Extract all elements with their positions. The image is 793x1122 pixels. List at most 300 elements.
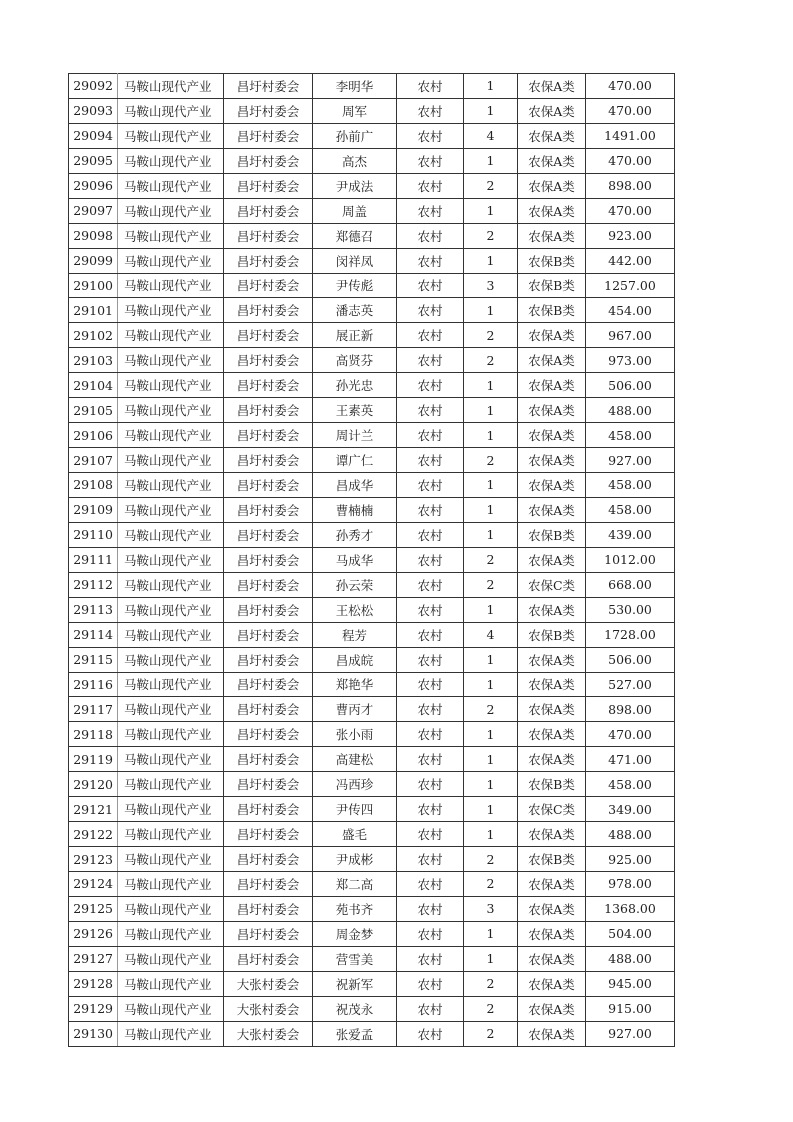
amount-cell: 1257.00 bbox=[586, 273, 675, 298]
row-id-cell: 29128 bbox=[69, 971, 118, 996]
table-row bbox=[69, 98, 675, 123]
village-committee-cell: 昌圩村委会 bbox=[224, 398, 313, 423]
person-name-cell: 曹楠楠 bbox=[313, 497, 397, 522]
member-count-cell: 2 bbox=[464, 173, 518, 198]
row-id-cell: 29104 bbox=[69, 373, 118, 398]
member-count-cell: 2 bbox=[464, 547, 518, 572]
amount-cell: 978.00 bbox=[586, 872, 675, 897]
amount-cell: 470.00 bbox=[586, 198, 675, 223]
row-id-cell: 29100 bbox=[69, 273, 118, 298]
household-type-cell: 农村 bbox=[397, 896, 464, 921]
person-name-cell: 李明华 bbox=[313, 74, 397, 99]
village-committee-cell: 昌圩村委会 bbox=[224, 198, 313, 223]
person-name-cell: 张小雨 bbox=[313, 722, 397, 747]
organization-cell: 马鞍山现代产业 bbox=[118, 772, 224, 797]
amount-cell: 506.00 bbox=[586, 647, 675, 672]
person-name-cell: 张爱孟 bbox=[313, 1021, 397, 1046]
household-type-cell: 农村 bbox=[397, 722, 464, 747]
amount-cell: 470.00 bbox=[586, 74, 675, 99]
insurance-category-cell: 农保A类 bbox=[518, 348, 586, 373]
village-committee-cell: 昌圩村委会 bbox=[224, 622, 313, 647]
row-id-cell: 29106 bbox=[69, 423, 118, 448]
person-name-cell: 尹传四 bbox=[313, 797, 397, 822]
household-type-cell: 农村 bbox=[397, 348, 464, 373]
organization-cell: 马鞍山现代产业 bbox=[118, 697, 224, 722]
member-count-cell: 3 bbox=[464, 896, 518, 921]
table-row bbox=[69, 423, 675, 448]
household-type-cell: 农村 bbox=[397, 672, 464, 697]
organization-cell: 马鞍山现代产业 bbox=[118, 448, 224, 473]
organization-cell: 马鞍山现代产业 bbox=[118, 323, 224, 348]
organization-cell: 马鞍山现代产业 bbox=[118, 248, 224, 273]
member-count-cell: 2 bbox=[464, 971, 518, 996]
amount-cell: 470.00 bbox=[586, 148, 675, 173]
person-name-cell: 尹成法 bbox=[313, 173, 397, 198]
village-committee-cell: 昌圩村委会 bbox=[224, 273, 313, 298]
table-row bbox=[69, 198, 675, 223]
person-name-cell: 盛毛 bbox=[313, 822, 397, 847]
insurance-category-cell: 农保A类 bbox=[518, 647, 586, 672]
organization-cell: 马鞍山现代产业 bbox=[118, 747, 224, 772]
organization-cell: 马鞍山现代产业 bbox=[118, 423, 224, 448]
table-row bbox=[69, 323, 675, 348]
member-count-cell: 2 bbox=[464, 872, 518, 897]
person-name-cell: 苑书齐 bbox=[313, 896, 397, 921]
table-row bbox=[69, 348, 675, 373]
table-row bbox=[69, 722, 675, 747]
person-name-cell: 周计兰 bbox=[313, 423, 397, 448]
row-id-cell: 29101 bbox=[69, 298, 118, 323]
member-count-cell: 1 bbox=[464, 722, 518, 747]
household-type-cell: 农村 bbox=[397, 473, 464, 498]
insurance-category-cell: 农保B类 bbox=[518, 772, 586, 797]
household-type-cell: 农村 bbox=[397, 797, 464, 822]
village-committee-cell: 昌圩村委会 bbox=[224, 98, 313, 123]
member-count-cell: 1 bbox=[464, 198, 518, 223]
insurance-category-cell: 农保A类 bbox=[518, 1021, 586, 1046]
person-name-cell: 高建松 bbox=[313, 747, 397, 772]
amount-cell: 442.00 bbox=[586, 248, 675, 273]
household-type-cell: 农村 bbox=[397, 373, 464, 398]
member-count-cell: 1 bbox=[464, 647, 518, 672]
member-count-cell: 1 bbox=[464, 946, 518, 971]
member-count-cell: 2 bbox=[464, 847, 518, 872]
amount-cell: 488.00 bbox=[586, 946, 675, 971]
amount-cell: 504.00 bbox=[586, 921, 675, 946]
amount-cell: 1728.00 bbox=[586, 622, 675, 647]
insurance-category-cell: 农保B类 bbox=[518, 298, 586, 323]
person-name-cell: 昌成皖 bbox=[313, 647, 397, 672]
row-id-cell: 29095 bbox=[69, 148, 118, 173]
member-count-cell: 2 bbox=[464, 323, 518, 348]
village-committee-cell: 昌圩村委会 bbox=[224, 896, 313, 921]
amount-cell: 349.00 bbox=[586, 797, 675, 822]
table-row bbox=[69, 647, 675, 672]
row-id-cell: 29115 bbox=[69, 647, 118, 672]
household-type-cell: 农村 bbox=[397, 647, 464, 672]
person-name-cell: 孙云荣 bbox=[313, 572, 397, 597]
member-count-cell: 4 bbox=[464, 123, 518, 148]
village-committee-cell: 昌圩村委会 bbox=[224, 223, 313, 248]
row-id-cell: 29122 bbox=[69, 822, 118, 847]
insurance-category-cell: 农保A类 bbox=[518, 946, 586, 971]
row-id-cell: 29111 bbox=[69, 547, 118, 572]
member-count-cell: 1 bbox=[464, 398, 518, 423]
insurance-category-cell: 农保A类 bbox=[518, 473, 586, 498]
table-row bbox=[69, 298, 675, 323]
insurance-category-cell: 农保B类 bbox=[518, 847, 586, 872]
amount-cell: 470.00 bbox=[586, 722, 675, 747]
member-count-cell: 2 bbox=[464, 1021, 518, 1046]
organization-cell: 马鞍山现代产业 bbox=[118, 497, 224, 522]
person-name-cell: 冯西珍 bbox=[313, 772, 397, 797]
household-type-cell: 农村 bbox=[397, 547, 464, 572]
insurance-category-cell: 农保A类 bbox=[518, 74, 586, 99]
amount-cell: 488.00 bbox=[586, 822, 675, 847]
member-count-cell: 2 bbox=[464, 996, 518, 1021]
village-committee-cell: 昌圩村委会 bbox=[224, 672, 313, 697]
household-type-cell: 农村 bbox=[397, 996, 464, 1021]
amount-cell: 458.00 bbox=[586, 473, 675, 498]
village-committee-cell: 昌圩村委会 bbox=[224, 298, 313, 323]
row-id-cell: 29103 bbox=[69, 348, 118, 373]
village-committee-cell: 昌圩村委会 bbox=[224, 473, 313, 498]
village-committee-cell: 昌圩村委会 bbox=[224, 423, 313, 448]
person-name-cell: 孙前广 bbox=[313, 123, 397, 148]
person-name-cell: 祝新军 bbox=[313, 971, 397, 996]
member-count-cell: 1 bbox=[464, 298, 518, 323]
person-name-cell: 马成华 bbox=[313, 547, 397, 572]
organization-cell: 马鞍山现代产业 bbox=[118, 473, 224, 498]
amount-cell: 488.00 bbox=[586, 398, 675, 423]
member-count-cell: 1 bbox=[464, 747, 518, 772]
table-row bbox=[69, 772, 675, 797]
organization-cell: 马鞍山现代产业 bbox=[118, 572, 224, 597]
table-row bbox=[69, 597, 675, 622]
amount-cell: 915.00 bbox=[586, 996, 675, 1021]
row-id-cell: 29096 bbox=[69, 173, 118, 198]
household-type-cell: 农村 bbox=[397, 697, 464, 722]
member-count-cell: 1 bbox=[464, 497, 518, 522]
village-committee-cell: 昌圩村委会 bbox=[224, 547, 313, 572]
row-id-cell: 29120 bbox=[69, 772, 118, 797]
organization-cell: 马鞍山现代产业 bbox=[118, 223, 224, 248]
row-id-cell: 29094 bbox=[69, 123, 118, 148]
person-name-cell: 郑德召 bbox=[313, 223, 397, 248]
organization-cell: 马鞍山现代产业 bbox=[118, 996, 224, 1021]
member-count-cell: 1 bbox=[464, 74, 518, 99]
amount-cell: 530.00 bbox=[586, 597, 675, 622]
organization-cell: 马鞍山现代产业 bbox=[118, 622, 224, 647]
row-id-cell: 29127 bbox=[69, 946, 118, 971]
insurance-category-cell: 农保A类 bbox=[518, 672, 586, 697]
amount-cell: 458.00 bbox=[586, 772, 675, 797]
row-id-cell: 29117 bbox=[69, 697, 118, 722]
household-type-cell: 农村 bbox=[397, 248, 464, 273]
insurance-category-cell: 农保A类 bbox=[518, 971, 586, 996]
amount-cell: 967.00 bbox=[586, 323, 675, 348]
row-id-cell: 29121 bbox=[69, 797, 118, 822]
insurance-category-cell: 农保A类 bbox=[518, 822, 586, 847]
row-id-cell: 29105 bbox=[69, 398, 118, 423]
organization-cell: 马鞍山现代产业 bbox=[118, 946, 224, 971]
person-name-cell: 尹成彬 bbox=[313, 847, 397, 872]
insurance-category-cell: 农保B类 bbox=[518, 248, 586, 273]
member-count-cell: 1 bbox=[464, 98, 518, 123]
insurance-category-cell: 农保A类 bbox=[518, 423, 586, 448]
organization-cell: 马鞍山现代产业 bbox=[118, 896, 224, 921]
organization-cell: 马鞍山现代产业 bbox=[118, 647, 224, 672]
insurance-category-cell: 农保A类 bbox=[518, 448, 586, 473]
row-id-cell: 29126 bbox=[69, 921, 118, 946]
household-type-cell: 农村 bbox=[397, 423, 464, 448]
table-body bbox=[69, 74, 675, 1047]
village-committee-cell: 昌圩村委会 bbox=[224, 747, 313, 772]
insurance-category-cell: 农保C类 bbox=[518, 797, 586, 822]
organization-cell: 马鞍山现代产业 bbox=[118, 547, 224, 572]
row-id-cell: 29114 bbox=[69, 622, 118, 647]
row-id-cell: 29098 bbox=[69, 223, 118, 248]
village-committee-cell: 昌圩村委会 bbox=[224, 872, 313, 897]
row-id-cell: 29093 bbox=[69, 98, 118, 123]
organization-cell: 马鞍山现代产业 bbox=[118, 971, 224, 996]
household-type-cell: 农村 bbox=[397, 847, 464, 872]
table-row bbox=[69, 398, 675, 423]
member-count-cell: 1 bbox=[464, 522, 518, 547]
table-row bbox=[69, 497, 675, 522]
household-type-cell: 农村 bbox=[397, 1021, 464, 1046]
table-row bbox=[69, 921, 675, 946]
organization-cell: 马鞍山现代产业 bbox=[118, 74, 224, 99]
table-row bbox=[69, 223, 675, 248]
table-row bbox=[69, 847, 675, 872]
table-row bbox=[69, 173, 675, 198]
village-committee-cell: 昌圩村委会 bbox=[224, 448, 313, 473]
organization-cell: 马鞍山现代产业 bbox=[118, 797, 224, 822]
village-committee-cell: 昌圩村委会 bbox=[224, 697, 313, 722]
person-name-cell: 祝茂永 bbox=[313, 996, 397, 1021]
amount-cell: 973.00 bbox=[586, 348, 675, 373]
household-type-cell: 农村 bbox=[397, 522, 464, 547]
amount-cell: 927.00 bbox=[586, 448, 675, 473]
person-name-cell: 王松松 bbox=[313, 597, 397, 622]
household-type-cell: 农村 bbox=[397, 597, 464, 622]
member-count-cell: 1 bbox=[464, 148, 518, 173]
household-type-cell: 农村 bbox=[397, 872, 464, 897]
household-type-cell: 农村 bbox=[397, 223, 464, 248]
village-committee-cell: 大张村委会 bbox=[224, 996, 313, 1021]
person-name-cell: 展正新 bbox=[313, 323, 397, 348]
insurance-category-cell: 农保A类 bbox=[518, 722, 586, 747]
village-committee-cell: 昌圩村委会 bbox=[224, 597, 313, 622]
amount-cell: 925.00 bbox=[586, 847, 675, 872]
organization-cell: 马鞍山现代产业 bbox=[118, 597, 224, 622]
row-id-cell: 29130 bbox=[69, 1021, 118, 1046]
member-count-cell: 1 bbox=[464, 597, 518, 622]
insurance-category-cell: 农保A类 bbox=[518, 547, 586, 572]
row-id-cell: 29119 bbox=[69, 747, 118, 772]
person-name-cell: 郑二高 bbox=[313, 872, 397, 897]
person-name-cell: 尹传彪 bbox=[313, 273, 397, 298]
household-type-cell: 农村 bbox=[397, 74, 464, 99]
amount-cell: 668.00 bbox=[586, 572, 675, 597]
insurance-category-cell: 农保A类 bbox=[518, 697, 586, 722]
amount-cell: 471.00 bbox=[586, 747, 675, 772]
table-row bbox=[69, 572, 675, 597]
organization-cell: 马鞍山现代产业 bbox=[118, 847, 224, 872]
row-id-cell: 29123 bbox=[69, 847, 118, 872]
household-type-cell: 农村 bbox=[397, 398, 464, 423]
village-committee-cell: 昌圩村委会 bbox=[224, 946, 313, 971]
row-id-cell: 29099 bbox=[69, 248, 118, 273]
amount-cell: 1012.00 bbox=[586, 547, 675, 572]
household-type-cell: 农村 bbox=[397, 148, 464, 173]
person-name-cell: 周盖 bbox=[313, 198, 397, 223]
village-committee-cell: 昌圩村委会 bbox=[224, 148, 313, 173]
insurance-category-cell: 农保A类 bbox=[518, 198, 586, 223]
row-id-cell: 29113 bbox=[69, 597, 118, 622]
row-id-cell: 29102 bbox=[69, 323, 118, 348]
person-name-cell: 曹丙才 bbox=[313, 697, 397, 722]
amount-cell: 927.00 bbox=[586, 1021, 675, 1046]
table-row bbox=[69, 996, 675, 1021]
table-row bbox=[69, 148, 675, 173]
household-type-cell: 农村 bbox=[397, 971, 464, 996]
household-type-cell: 农村 bbox=[397, 98, 464, 123]
insurance-category-cell: 农保B类 bbox=[518, 273, 586, 298]
organization-cell: 马鞍山现代产业 bbox=[118, 273, 224, 298]
insurance-category-cell: 农保A类 bbox=[518, 173, 586, 198]
row-id-cell: 29124 bbox=[69, 872, 118, 897]
household-type-cell: 农村 bbox=[397, 497, 464, 522]
person-name-cell: 孙秀才 bbox=[313, 522, 397, 547]
table-row bbox=[69, 473, 675, 498]
insurance-category-cell: 农保B类 bbox=[518, 622, 586, 647]
member-count-cell: 1 bbox=[464, 772, 518, 797]
village-committee-cell: 昌圩村委会 bbox=[224, 722, 313, 747]
organization-cell: 马鞍山现代产业 bbox=[118, 822, 224, 847]
member-count-cell: 1 bbox=[464, 921, 518, 946]
insurance-category-cell: 农保A类 bbox=[518, 597, 586, 622]
person-name-cell: 潘志英 bbox=[313, 298, 397, 323]
household-type-cell: 农村 bbox=[397, 622, 464, 647]
insurance-category-cell: 农保A类 bbox=[518, 872, 586, 897]
village-committee-cell: 昌圩村委会 bbox=[224, 123, 313, 148]
person-name-cell: 孙光忠 bbox=[313, 373, 397, 398]
insurance-category-cell: 农保A类 bbox=[518, 497, 586, 522]
table-row bbox=[69, 622, 675, 647]
village-committee-cell: 昌圩村委会 bbox=[224, 921, 313, 946]
person-name-cell: 营雪美 bbox=[313, 946, 397, 971]
table-row bbox=[69, 547, 675, 572]
table-row bbox=[69, 971, 675, 996]
table-row bbox=[69, 697, 675, 722]
insurance-category-cell: 农保A类 bbox=[518, 896, 586, 921]
row-id-cell: 29110 bbox=[69, 522, 118, 547]
member-count-cell: 4 bbox=[464, 622, 518, 647]
row-id-cell: 29125 bbox=[69, 896, 118, 921]
organization-cell: 马鞍山现代产业 bbox=[118, 123, 224, 148]
village-committee-cell: 大张村委会 bbox=[224, 971, 313, 996]
household-type-cell: 农村 bbox=[397, 921, 464, 946]
person-name-cell: 高贤芬 bbox=[313, 348, 397, 373]
village-committee-cell: 昌圩村委会 bbox=[224, 797, 313, 822]
row-id-cell: 29108 bbox=[69, 473, 118, 498]
row-id-cell: 29109 bbox=[69, 497, 118, 522]
table-row bbox=[69, 946, 675, 971]
village-committee-cell: 昌圩村委会 bbox=[224, 173, 313, 198]
organization-cell: 马鞍山现代产业 bbox=[118, 148, 224, 173]
household-type-cell: 农村 bbox=[397, 572, 464, 597]
person-name-cell: 程芳 bbox=[313, 622, 397, 647]
member-count-cell: 1 bbox=[464, 822, 518, 847]
village-committee-cell: 大张村委会 bbox=[224, 1021, 313, 1046]
row-id-cell: 29116 bbox=[69, 672, 118, 697]
table-row bbox=[69, 896, 675, 921]
organization-cell: 马鞍山现代产业 bbox=[118, 1021, 224, 1046]
amount-cell: 458.00 bbox=[586, 497, 675, 522]
member-count-cell: 1 bbox=[464, 797, 518, 822]
insurance-category-cell: 农保A类 bbox=[518, 148, 586, 173]
member-count-cell: 2 bbox=[464, 348, 518, 373]
insurance-category-cell: 农保A类 bbox=[518, 398, 586, 423]
organization-cell: 马鞍山现代产业 bbox=[118, 398, 224, 423]
member-count-cell: 1 bbox=[464, 473, 518, 498]
table-row bbox=[69, 448, 675, 473]
organization-cell: 马鞍山现代产业 bbox=[118, 722, 224, 747]
village-committee-cell: 昌圩村委会 bbox=[224, 772, 313, 797]
member-count-cell: 2 bbox=[464, 572, 518, 597]
amount-cell: 945.00 bbox=[586, 971, 675, 996]
table-row bbox=[69, 522, 675, 547]
table-row bbox=[69, 123, 675, 148]
organization-cell: 马鞍山现代产业 bbox=[118, 872, 224, 897]
household-type-cell: 农村 bbox=[397, 946, 464, 971]
village-committee-cell: 昌圩村委会 bbox=[224, 647, 313, 672]
amount-cell: 1491.00 bbox=[586, 123, 675, 148]
person-name-cell: 郑艳华 bbox=[313, 672, 397, 697]
village-committee-cell: 昌圩村委会 bbox=[224, 822, 313, 847]
insurance-category-cell: 农保A类 bbox=[518, 373, 586, 398]
amount-cell: 898.00 bbox=[586, 697, 675, 722]
organization-cell: 马鞍山现代产业 bbox=[118, 298, 224, 323]
subsidy-table bbox=[68, 73, 675, 1047]
table-row bbox=[69, 74, 675, 99]
organization-cell: 马鞍山现代产业 bbox=[118, 522, 224, 547]
member-count-cell: 2 bbox=[464, 448, 518, 473]
amount-cell: 439.00 bbox=[586, 522, 675, 547]
member-count-cell: 1 bbox=[464, 672, 518, 697]
organization-cell: 马鞍山现代产业 bbox=[118, 98, 224, 123]
village-committee-cell: 昌圩村委会 bbox=[224, 373, 313, 398]
insurance-category-cell: 农保A类 bbox=[518, 98, 586, 123]
amount-cell: 527.00 bbox=[586, 672, 675, 697]
amount-cell: 1368.00 bbox=[586, 896, 675, 921]
row-id-cell: 29092 bbox=[69, 74, 118, 99]
insurance-category-cell: 农保A类 bbox=[518, 323, 586, 348]
household-type-cell: 农村 bbox=[397, 772, 464, 797]
row-id-cell: 29129 bbox=[69, 996, 118, 1021]
village-committee-cell: 昌圩村委会 bbox=[224, 522, 313, 547]
member-count-cell: 2 bbox=[464, 697, 518, 722]
household-type-cell: 农村 bbox=[397, 747, 464, 772]
household-type-cell: 农村 bbox=[397, 173, 464, 198]
household-type-cell: 农村 bbox=[397, 198, 464, 223]
member-count-cell: 3 bbox=[464, 273, 518, 298]
row-id-cell: 29097 bbox=[69, 198, 118, 223]
member-count-cell: 1 bbox=[464, 423, 518, 448]
insurance-category-cell: 农保B类 bbox=[518, 522, 586, 547]
